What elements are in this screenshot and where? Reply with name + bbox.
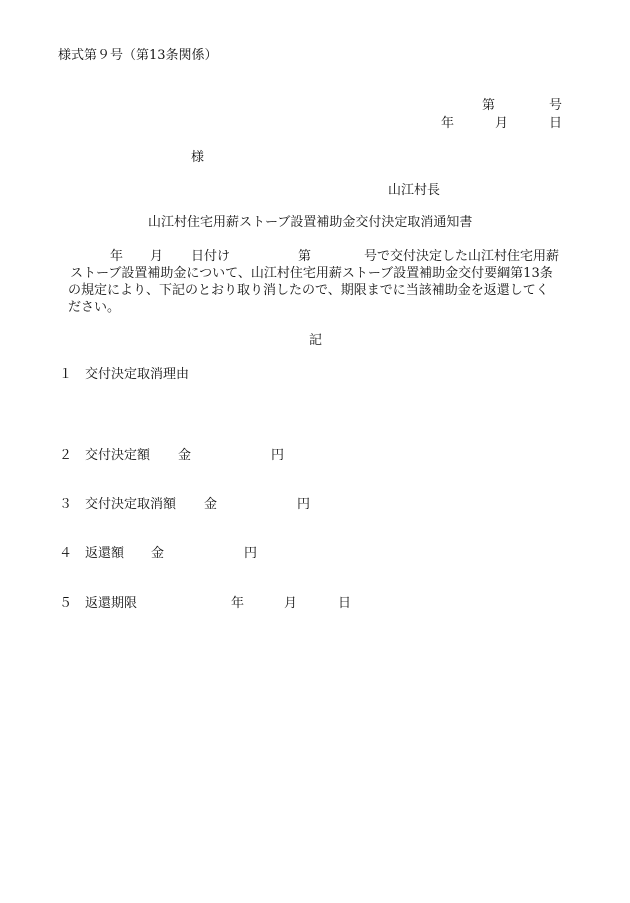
issuer: 山江村長 (388, 183, 441, 198)
item-3-number: ３ (59, 497, 73, 512)
body-line-2: ストーブ設置補助金について、山江村住宅用薪ストーブ設置補助金交付要綱第13条 (70, 266, 553, 281)
addressee-suffix: 様 (191, 150, 205, 165)
item-2-label: 交付決定額 (85, 448, 151, 463)
item-5-day: 日 (338, 596, 352, 611)
item-2-kin: 金 (178, 448, 192, 463)
ki-heading: 記 (309, 333, 323, 348)
item-3-yen: 円 (297, 497, 311, 512)
body-year: 年 (110, 249, 124, 264)
item-5-year: 年 (231, 596, 245, 611)
item-2-yen: 円 (271, 448, 285, 463)
item-4-number: ４ (59, 546, 73, 561)
item-5-month: 月 (284, 596, 298, 611)
item-2-number: ２ (59, 448, 73, 463)
body-dai: 第 (298, 249, 312, 264)
body-paragraph (70, 248, 570, 316)
body-line1-rest: 号で交付決定した山江村住宅用薪 (364, 249, 560, 264)
document-title: 山江村住宅用薪ストーブ設置補助金交付決定取消通知書 (148, 215, 473, 230)
item-4-label: 返還額 (85, 546, 125, 561)
date-day: 日 (549, 116, 563, 131)
item-1-number: １ (59, 367, 73, 382)
item-3-kin: 金 (204, 497, 218, 512)
item-1-label: 交付決定取消理由 (85, 367, 190, 382)
body-line-1 (70, 248, 570, 265)
date-month: 月 (495, 116, 509, 131)
body-day-dated: 日付け (191, 249, 231, 264)
body-month: 月 (150, 249, 164, 264)
form-label: 様式第９号（第13条関係） (58, 48, 218, 63)
number-dai: 第 (482, 98, 496, 113)
item-4-kin: 金 (151, 546, 165, 561)
item-5-number: ５ (59, 596, 73, 611)
body-line-4: ださい。 (68, 300, 121, 315)
item-5-label: 返還期限 (85, 596, 138, 611)
date-year: 年 (441, 116, 455, 131)
body-line-3: の規定により、下記のとおり取り消したので、期限までに当該補助金を返還してく (68, 283, 549, 298)
number-go: 号 (549, 98, 563, 113)
item-3-label: 交付決定取消額 (85, 497, 177, 512)
item-4-yen: 円 (244, 546, 258, 561)
